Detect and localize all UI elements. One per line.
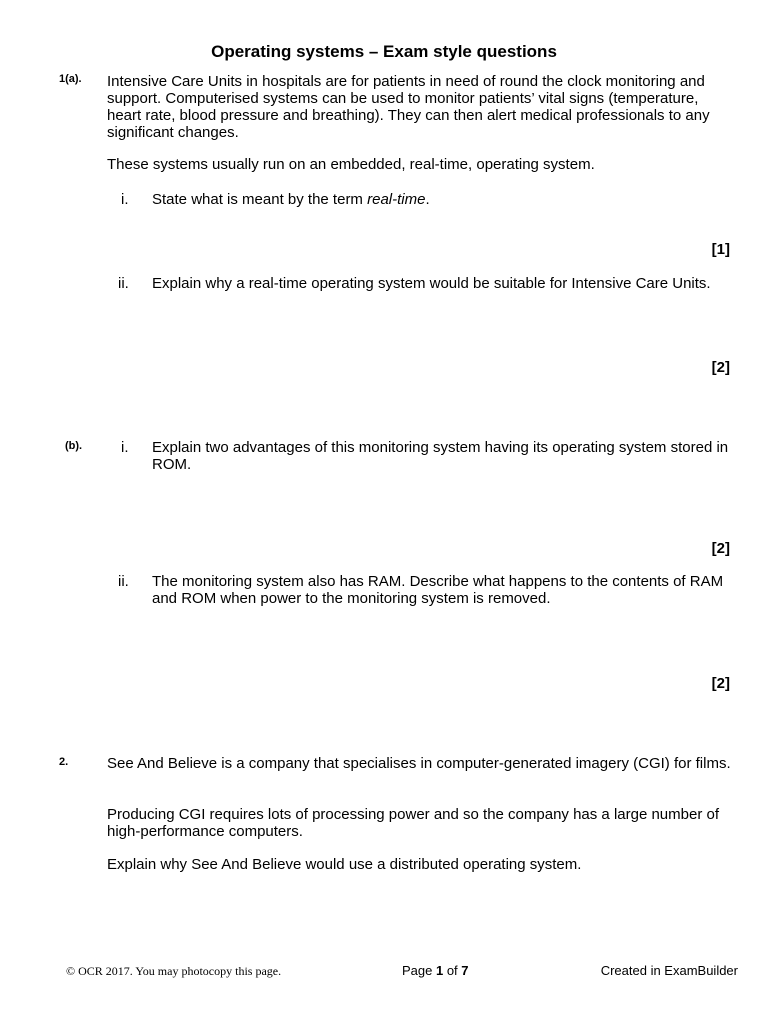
part-numeral-1b-ii: ii.	[118, 573, 129, 590]
question-number-1b: (b).	[65, 440, 83, 452]
question-1a-i-text-start: State what is meant by the term	[152, 191, 368, 208]
page-of-label: of	[443, 963, 462, 978]
question-1a-i-text-end: .	[425, 191, 430, 208]
question-2-para-3: Explain why See And Believe would use a distributed operating system.	[107, 856, 582, 873]
part-numeral-1a-ii: ii.	[118, 275, 129, 292]
question-2-para-2: Producing CGI requires lots of processing power and so the company has a large number of high-performance computers.	[107, 806, 719, 840]
page-current: 1	[435, 963, 444, 978]
question-1a-ii-text: Explain why a real-time operating system would be suitable for Intensive Care Units.	[152, 275, 711, 292]
footer-page-number	[402, 963, 469, 978]
question-2-para-1: See And Believe is a company that specialises in computer-generated imagery (CGI) for films.	[107, 755, 731, 772]
question-1a-intro: Intensive Care Units in hospitals are for patients in need of round the clock monitoring and support. Computerised systems can be used to monitor patients’ vital signs (temperature, heart rate, blood pressure and breathing). They can then alert medical professionals to any significant changes.	[107, 73, 710, 141]
page-total: 7	[461, 963, 469, 978]
term-real-time: real-time	[367, 191, 426, 208]
footer-copyright: © OCR 2017. You may photocopy this page.	[66, 964, 282, 978]
marks-1b-i: [2]	[711, 540, 730, 557]
marks-1a-ii: [2]	[711, 359, 730, 376]
question-number-2: 2.	[59, 756, 69, 768]
page-title: Operating systems – Exam style questions	[211, 42, 557, 61]
question-1b-ii-text: The monitoring system also has RAM. Describe what happens to the contents of RAM and ROM when power to the monitoring system is removed.	[152, 573, 724, 607]
footer-created-in: Created in ExamBuilder	[600, 963, 738, 978]
part-numeral-1b-i: i.	[121, 439, 129, 456]
marks-1a-i: [1]	[711, 241, 730, 258]
page-label: Page	[402, 963, 436, 978]
question-1a-context: These systems usually run on an embedded, real-time, operating system.	[107, 156, 595, 173]
question-number-1a: 1(a).	[59, 73, 82, 85]
part-numeral-1a-i: i.	[121, 191, 129, 208]
question-1b-i-text: Explain two advantages of this monitoring system having its operating system stored in ROM.	[152, 439, 729, 473]
question-1a-i-text	[152, 191, 732, 208]
marks-1b-ii: [2]	[711, 675, 730, 692]
